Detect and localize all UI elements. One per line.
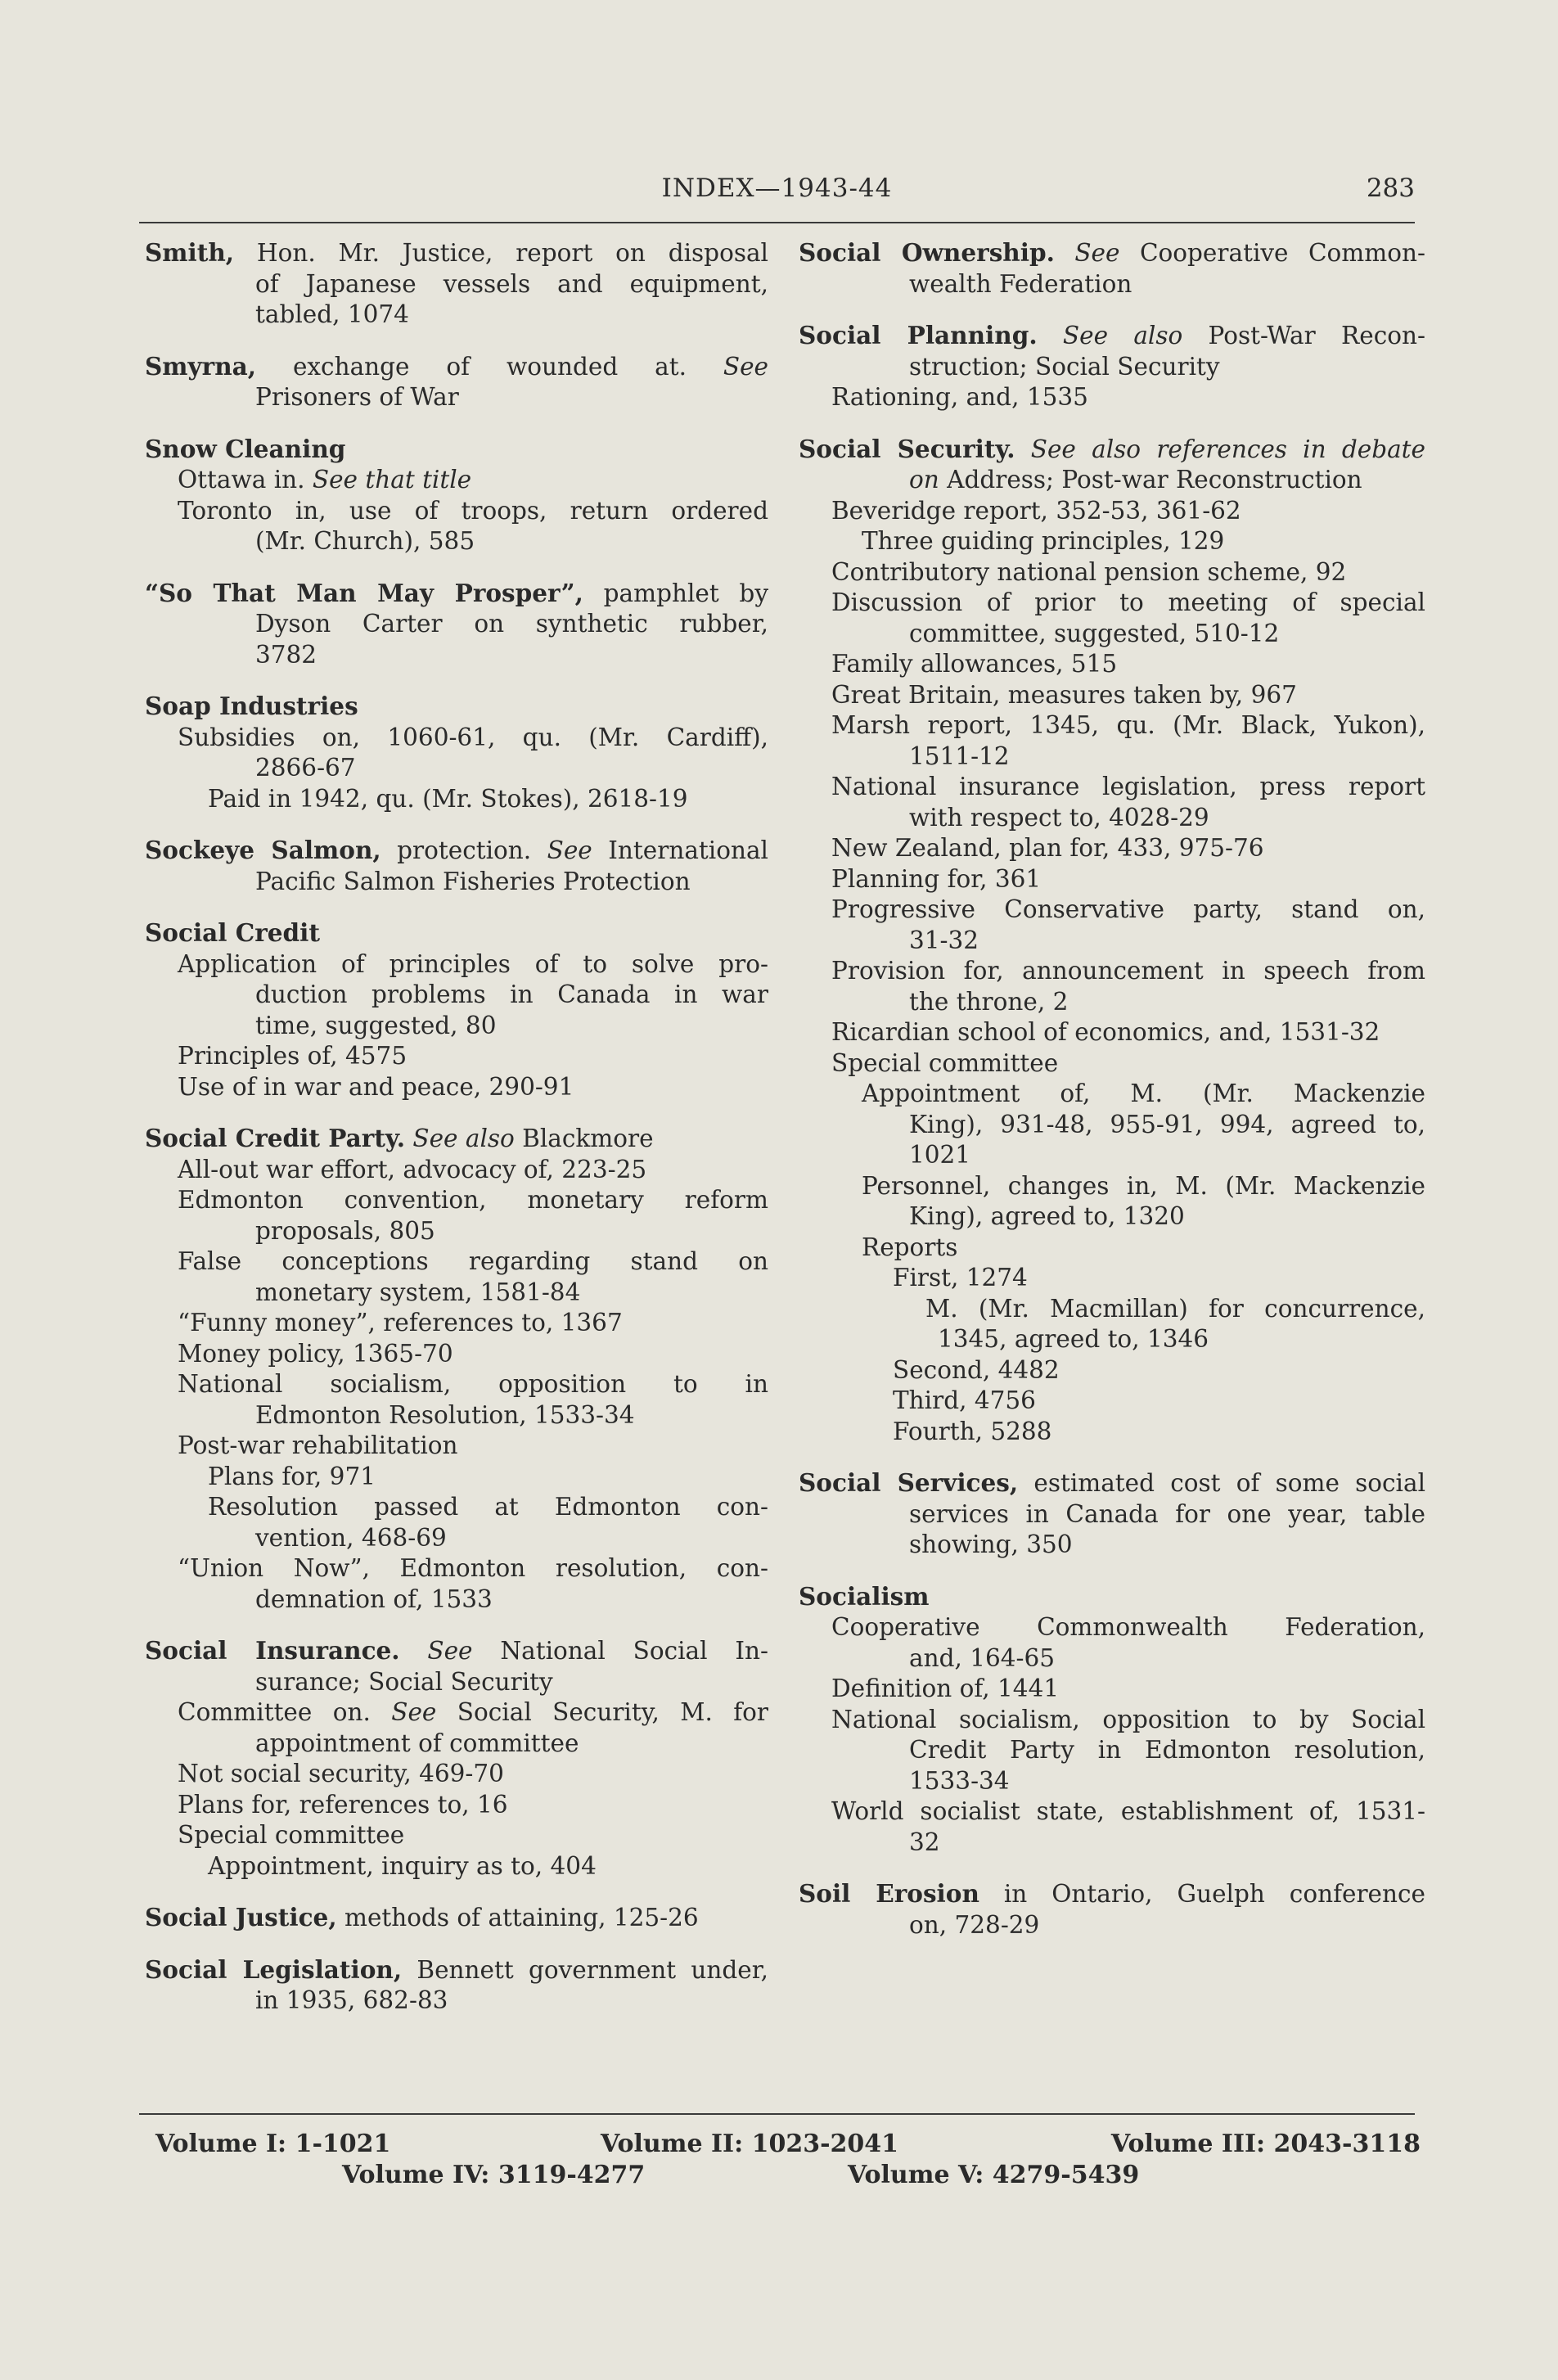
entry-heading-line	[145, 434, 768, 466]
volume-3-range: Volume III: 2043-3118	[1110, 2130, 1421, 2158]
entry-term: Soap Industries	[145, 692, 358, 720]
entry-line	[799, 895, 1425, 926]
entry-line	[799, 526, 1425, 557]
entry-heading-line	[799, 434, 1425, 466]
entry-text: National insurance legislation, press report	[831, 773, 1425, 800]
entry-text	[1055, 239, 1074, 267]
entry-line	[799, 1735, 1425, 1766]
entry-text: King), agreed to, 1320	[909, 1202, 1185, 1230]
index-entry	[145, 237, 768, 331]
entry-line	[145, 1185, 768, 1216]
entry-line	[799, 1110, 1425, 1141]
cross-reference: See	[427, 1637, 473, 1665]
entry-line	[799, 1355, 1425, 1386]
entry-term: Social Insurance.	[145, 1636, 400, 1665]
entry-text: Ricardian school of economics, and, 1531-32	[831, 1018, 1380, 1046]
entry-text: Resolution passed at Edmonton con-	[208, 1493, 768, 1521]
index-entry	[799, 1878, 1425, 1941]
entry-heading-line	[799, 320, 1425, 352]
entry-text: Reports	[862, 1233, 958, 1261]
entry-line	[799, 1386, 1425, 1417]
entry-text: of Japanese vessels and equipment,	[255, 269, 768, 298]
entry-text: the throne, 2	[909, 987, 1069, 1016]
entry-text: Not social security, 469-70	[178, 1760, 504, 1787]
entry-text: National socialism, opposition to in	[178, 1370, 768, 1398]
entry-line	[799, 956, 1425, 987]
entry-line	[145, 1431, 768, 1462]
entry-line	[799, 1201, 1425, 1233]
entry-text: Hon. Mr. Justice, report on disposal	[234, 239, 768, 267]
entry-text: International	[592, 836, 768, 864]
entry-text: New Zealand, plan for, 433, 975-76	[831, 834, 1264, 862]
entry-line	[145, 1278, 768, 1309]
entry-text: Blackmore	[514, 1125, 654, 1152]
entry-text: struction; Social Security	[909, 352, 1220, 381]
entry-text: 1345, agreed to, 1346	[938, 1325, 1209, 1353]
entry-line	[145, 1729, 768, 1760]
entry-line	[145, 640, 768, 671]
entry-heading-line	[145, 237, 768, 269]
entry-line	[145, 1216, 768, 1247]
footer-row-2	[155, 2161, 1421, 2193]
entry-line	[799, 1828, 1425, 1859]
entry-line	[799, 588, 1425, 619]
entry-line	[145, 867, 768, 898]
entry-line	[145, 1492, 768, 1523]
entry-line	[799, 269, 1425, 300]
entry-term: Social Justice,	[145, 1903, 337, 1931]
entry-line	[799, 557, 1425, 588]
entry-line	[799, 1233, 1425, 1264]
entry-line	[145, 1790, 768, 1821]
entry-line	[799, 1796, 1425, 1828]
entry-line	[145, 1820, 768, 1851]
entry-line	[799, 1705, 1425, 1736]
entry-text: Prisoners of War	[255, 383, 459, 411]
entry-line	[145, 300, 768, 331]
entry-text: Appointment, inquiry as to, 404	[208, 1851, 597, 1880]
entry-term: Social Credit	[145, 918, 320, 947]
entry-text: in Ontario, Guelph conference	[979, 1880, 1425, 1908]
entry-text: and, 164-65	[909, 1643, 1056, 1672]
entry-term: Soil Erosion	[799, 1879, 979, 1908]
entry-text: 1533-34	[909, 1766, 1010, 1795]
entry-text: monetary system, 1581-84	[255, 1278, 581, 1306]
entry-text: (Mr. Church), 585	[255, 527, 475, 555]
entry-line	[799, 803, 1425, 834]
entry-text: Fourth, 5288	[893, 1417, 1052, 1445]
entry-line	[145, 1369, 768, 1400]
volume-2-range: Volume II: 1023-2041	[601, 2130, 899, 2158]
entry-text: appointment of committee	[255, 1729, 579, 1757]
entry-heading-line	[145, 835, 768, 867]
entry-line	[145, 382, 768, 413]
page-header	[139, 174, 1415, 206]
entry-text: Special committee	[831, 1048, 1059, 1077]
entry-text: All-out war effort, advocacy of, 223-25	[178, 1155, 647, 1183]
index-entry	[145, 835, 768, 897]
entry-line	[799, 864, 1425, 895]
index-entry	[145, 1954, 768, 2017]
entry-text: Three guiding principles, 129	[862, 527, 1225, 555]
entry-line	[145, 980, 768, 1011]
entry-text: Principles of, 4575	[178, 1042, 408, 1070]
entry-heading-line	[145, 1902, 768, 1934]
entry-line	[799, 1048, 1425, 1080]
entry-text: Bennett government under,	[402, 1955, 768, 1984]
cross-reference: See also	[412, 1125, 515, 1152]
entry-text: 3782	[255, 640, 317, 669]
entry-text: Third, 4756	[893, 1386, 1036, 1414]
entry-heading-line	[145, 917, 768, 949]
entry-text	[400, 1637, 428, 1665]
entry-text: M. (Mr. Macmillan) for concurrence,	[925, 1294, 1425, 1323]
entry-text: Cooperative Common-	[1119, 239, 1425, 267]
index-entry	[799, 1467, 1425, 1561]
entry-line	[799, 710, 1425, 741]
entry-line	[799, 1643, 1425, 1675]
entry-line	[145, 1011, 768, 1042]
left-column	[145, 237, 768, 2037]
entry-text: Second, 4482	[893, 1355, 1060, 1384]
entry-line	[145, 784, 768, 815]
footer-row-1	[155, 2130, 1421, 2162]
entry-text: Personnel, changes in, M. (Mr. Mackenzie	[862, 1171, 1425, 1200]
entry-heading-line	[145, 578, 768, 610]
entry-line	[799, 833, 1425, 864]
entry-line	[799, 1674, 1425, 1705]
entry-text: “Union Now”, Edmonton resolution, con-	[178, 1554, 768, 1582]
entry-text: 32	[909, 1828, 940, 1856]
entry-line	[145, 753, 768, 784]
entry-heading-line	[799, 237, 1425, 269]
entry-text: Contributory national pension scheme, 92	[831, 557, 1347, 586]
entry-term: Smith,	[145, 238, 235, 267]
entry-text: Use of in war and peace, 290-91	[178, 1072, 574, 1101]
entry-line	[145, 1246, 768, 1278]
entry-text: World socialist state, establishment of, 1531-	[831, 1797, 1425, 1825]
entry-line	[799, 1499, 1425, 1530]
index-entry	[799, 1581, 1425, 1859]
entry-text: Pacific Salmon Fisheries Protection	[255, 867, 691, 895]
index-entry	[799, 237, 1425, 300]
entry-text: protection.	[380, 836, 547, 864]
entry-text: Social Security, M. for	[436, 1698, 768, 1726]
index-entry	[145, 1123, 768, 1615]
entry-text	[1038, 322, 1063, 349]
entry-heading-line	[799, 1581, 1425, 1613]
index-entry	[145, 1902, 768, 1934]
entry-text: pamphlet by	[583, 579, 768, 607]
entry-text: 1511-12	[909, 741, 1010, 770]
entry-text: False conceptions regarding stand on	[178, 1247, 768, 1275]
entry-term: Sockeye Salmon,	[145, 836, 381, 864]
entry-text: Dyson Carter on synthetic rubber,	[255, 610, 768, 638]
entry-line	[145, 1986, 768, 2017]
entry-line	[799, 619, 1425, 650]
entry-heading-line	[145, 351, 768, 383]
cross-reference: See	[547, 836, 592, 864]
entry-text: Edmonton convention, monetary reform	[178, 1186, 768, 1214]
entry-term: Social Planning.	[799, 321, 1038, 349]
entry-text: King), 931-48, 955-91, 994, agreed to,	[909, 1110, 1425, 1138]
entry-heading-line	[145, 1123, 768, 1155]
entry-text: with respect to, 4028-29	[909, 803, 1209, 832]
entry-heading-line	[145, 1635, 768, 1667]
entry-text: Rationing, and, 1535	[831, 383, 1088, 411]
entry-text: vention, 468-69	[255, 1523, 447, 1552]
entry-line	[145, 1041, 768, 1072]
entry-text: Great Britain, measures taken by, 967	[831, 680, 1297, 709]
page-number: 283	[1366, 174, 1415, 203]
entry-line	[145, 1851, 768, 1882]
entry-text: Credit Party in Edmonton resolution,	[909, 1736, 1425, 1764]
entry-line	[145, 1308, 768, 1339]
header-rule	[139, 222, 1415, 223]
entry-line	[145, 1759, 768, 1790]
entry-line	[799, 772, 1425, 803]
entry-text: methods of attaining, 125-26	[336, 1904, 699, 1931]
entry-text: duction problems in Canada in war	[255, 980, 768, 1008]
right-column	[799, 237, 1425, 1961]
entry-text	[1015, 435, 1031, 463]
entry-line	[799, 1530, 1425, 1561]
cross-reference: See also references in debate	[1030, 435, 1425, 463]
entry-text: “Funny money”, references to, 1367	[178, 1309, 623, 1336]
entry-text: services in Canada for one year, table	[909, 1499, 1425, 1528]
entry-line	[799, 649, 1425, 680]
cross-reference: See	[723, 352, 768, 381]
entry-text: Toronto in, use of troops, return ordered	[178, 496, 768, 525]
entry-text: Marsh report, 1345, qu. (Mr. Black, Yukon),	[831, 711, 1425, 739]
entry-line	[145, 496, 768, 527]
entry-line	[799, 1910, 1425, 1941]
entry-text: Beveridge report, 352-53, 361-62	[831, 496, 1241, 525]
entry-text: Edmonton Resolution, 1533-34	[255, 1400, 635, 1429]
entry-text: National socialism, opposition to by Social	[831, 1705, 1425, 1733]
cross-reference: See	[391, 1698, 437, 1726]
volume-4-range: Volume IV: 3119-4277	[342, 2161, 646, 2189]
entry-line	[799, 465, 1425, 496]
entry-line	[799, 1612, 1425, 1643]
cross-reference: See also	[1062, 322, 1183, 349]
entry-line	[799, 987, 1425, 1018]
entry-text: Address; Post-war Reconstruction	[939, 466, 1362, 494]
entry-term: Snow Cleaning	[145, 434, 346, 463]
entry-line	[145, 1584, 768, 1616]
entry-line	[799, 680, 1425, 711]
entry-line	[799, 926, 1425, 957]
entry-term: Socialism	[799, 1581, 930, 1611]
index-entry	[145, 917, 768, 1102]
running-title: INDEX—1943-44	[661, 174, 893, 203]
entry-text	[405, 1125, 412, 1152]
entry-line	[799, 352, 1425, 383]
entry-text: Paid in 1942, qu. (Mr. Stokes), 2618-19	[208, 784, 688, 813]
entry-line	[799, 1263, 1425, 1294]
entry-text: Post-war rehabilitation	[178, 1431, 458, 1459]
entry-line	[799, 1766, 1425, 1797]
volume-1-range: Volume I: 1-1021	[155, 2130, 391, 2158]
entry-line	[145, 1697, 768, 1729]
entry-text: in 1935, 682-83	[255, 1986, 448, 2014]
cross-reference: See that title	[312, 466, 472, 494]
index-entry	[145, 691, 768, 814]
entry-text: Application of principles of to solve pro-	[178, 949, 768, 978]
entry-text: Post-War Recon-	[1182, 322, 1425, 349]
entry-text: committee, suggested, 510-12	[909, 619, 1280, 647]
entry-text: Plans for, references to, 16	[178, 1790, 508, 1819]
entry-text: estimated cost of some social	[1018, 1469, 1426, 1497]
entry-text: proposals, 805	[255, 1216, 435, 1245]
index-entry	[145, 351, 768, 413]
entry-line	[145, 1400, 768, 1431]
entry-text: time, suggested, 80	[255, 1011, 497, 1039]
entry-term: Social Credit Party.	[145, 1124, 405, 1152]
entry-text: Discussion of prior to meeting of special	[831, 588, 1425, 616]
entry-line	[145, 465, 768, 496]
entry-text: demnation of, 1533	[255, 1584, 493, 1613]
entry-line	[145, 526, 768, 557]
entry-text: Progressive Conservative party, stand on,	[831, 895, 1425, 923]
entry-text: 2866-67	[255, 754, 356, 782]
entry-text: National Social In-	[472, 1637, 768, 1665]
entry-term: Social Ownership.	[799, 238, 1055, 267]
entry-heading-line	[799, 1878, 1425, 1910]
entry-line	[799, 1171, 1425, 1202]
entry-text: Committee on.	[178, 1698, 392, 1726]
entry-line	[145, 1462, 768, 1493]
entry-text: Definition of, 1441	[831, 1675, 1060, 1702]
entry-line	[145, 723, 768, 754]
entry-text: tabled, 1074	[255, 300, 409, 328]
entry-line	[145, 1667, 768, 1698]
entry-text: wealth Federation	[909, 269, 1132, 298]
entry-term: Smyrna,	[145, 351, 257, 381]
index-entry	[799, 320, 1425, 413]
entry-line	[145, 609, 768, 640]
entry-text: exchange of wounded at.	[256, 352, 723, 381]
entry-text: showing, 350	[909, 1530, 1073, 1558]
entry-text: Subsidies on, 1060-61, qu. (Mr. Cardiff),	[178, 723, 768, 751]
entry-line	[799, 1324, 1425, 1355]
entry-line	[145, 1523, 768, 1554]
index-entry	[145, 434, 768, 557]
index-entry	[145, 578, 768, 671]
index-entry	[145, 1635, 768, 1882]
entry-text: Family allowances, 515	[831, 650, 1118, 678]
entry-heading-line	[145, 691, 768, 723]
entry-line	[799, 1417, 1425, 1448]
entry-text: Appointment of, M. (Mr. Mackenzie	[862, 1080, 1425, 1107]
entry-text: Provision for, announcement in speech from	[831, 957, 1425, 985]
entry-text: Plans for, 971	[208, 1462, 376, 1490]
entry-line	[145, 949, 768, 980]
entry-text: Planning for, 361	[831, 864, 1042, 893]
entry-text: 1021	[909, 1141, 971, 1169]
entry-line	[145, 1553, 768, 1584]
entry-heading-line	[145, 1954, 768, 1986]
entry-term: Social Services,	[799, 1468, 1019, 1497]
index-entry	[799, 434, 1425, 1448]
entry-line	[799, 1294, 1425, 1325]
entry-term: “So That Man May Prosper”,	[145, 578, 583, 607]
entry-line	[145, 1072, 768, 1103]
entry-line	[799, 1079, 1425, 1110]
entry-line	[799, 496, 1425, 527]
entry-line	[145, 1339, 768, 1370]
entry-line	[799, 741, 1425, 773]
entry-line	[799, 1017, 1425, 1048]
entry-text: Cooperative Commonwealth Federation,	[831, 1613, 1425, 1641]
entry-text: surance; Social Security	[255, 1667, 553, 1696]
entry-text: Money policy, 1365-70	[178, 1339, 453, 1368]
entry-line	[799, 382, 1425, 413]
volume-5-range: Volume V: 4279-5439	[848, 2161, 1140, 2189]
entry-heading-line	[799, 1467, 1425, 1499]
entry-line	[799, 1140, 1425, 1171]
cross-reference: on	[909, 466, 939, 494]
entry-line	[145, 1155, 768, 1186]
footer-rule	[139, 2113, 1415, 2115]
entry-text: Ottawa in.	[178, 466, 313, 494]
entry-text: First, 1274	[893, 1264, 1028, 1291]
entry-line	[145, 269, 768, 300]
entry-text: 31-32	[909, 926, 979, 954]
entry-term: Social Legislation,	[145, 1954, 403, 1984]
entry-text: Special committee	[178, 1821, 405, 1849]
cross-reference: See	[1074, 239, 1120, 267]
entry-text: on, 728-29	[909, 1910, 1040, 1939]
entry-term: Social Security.	[799, 434, 1015, 463]
